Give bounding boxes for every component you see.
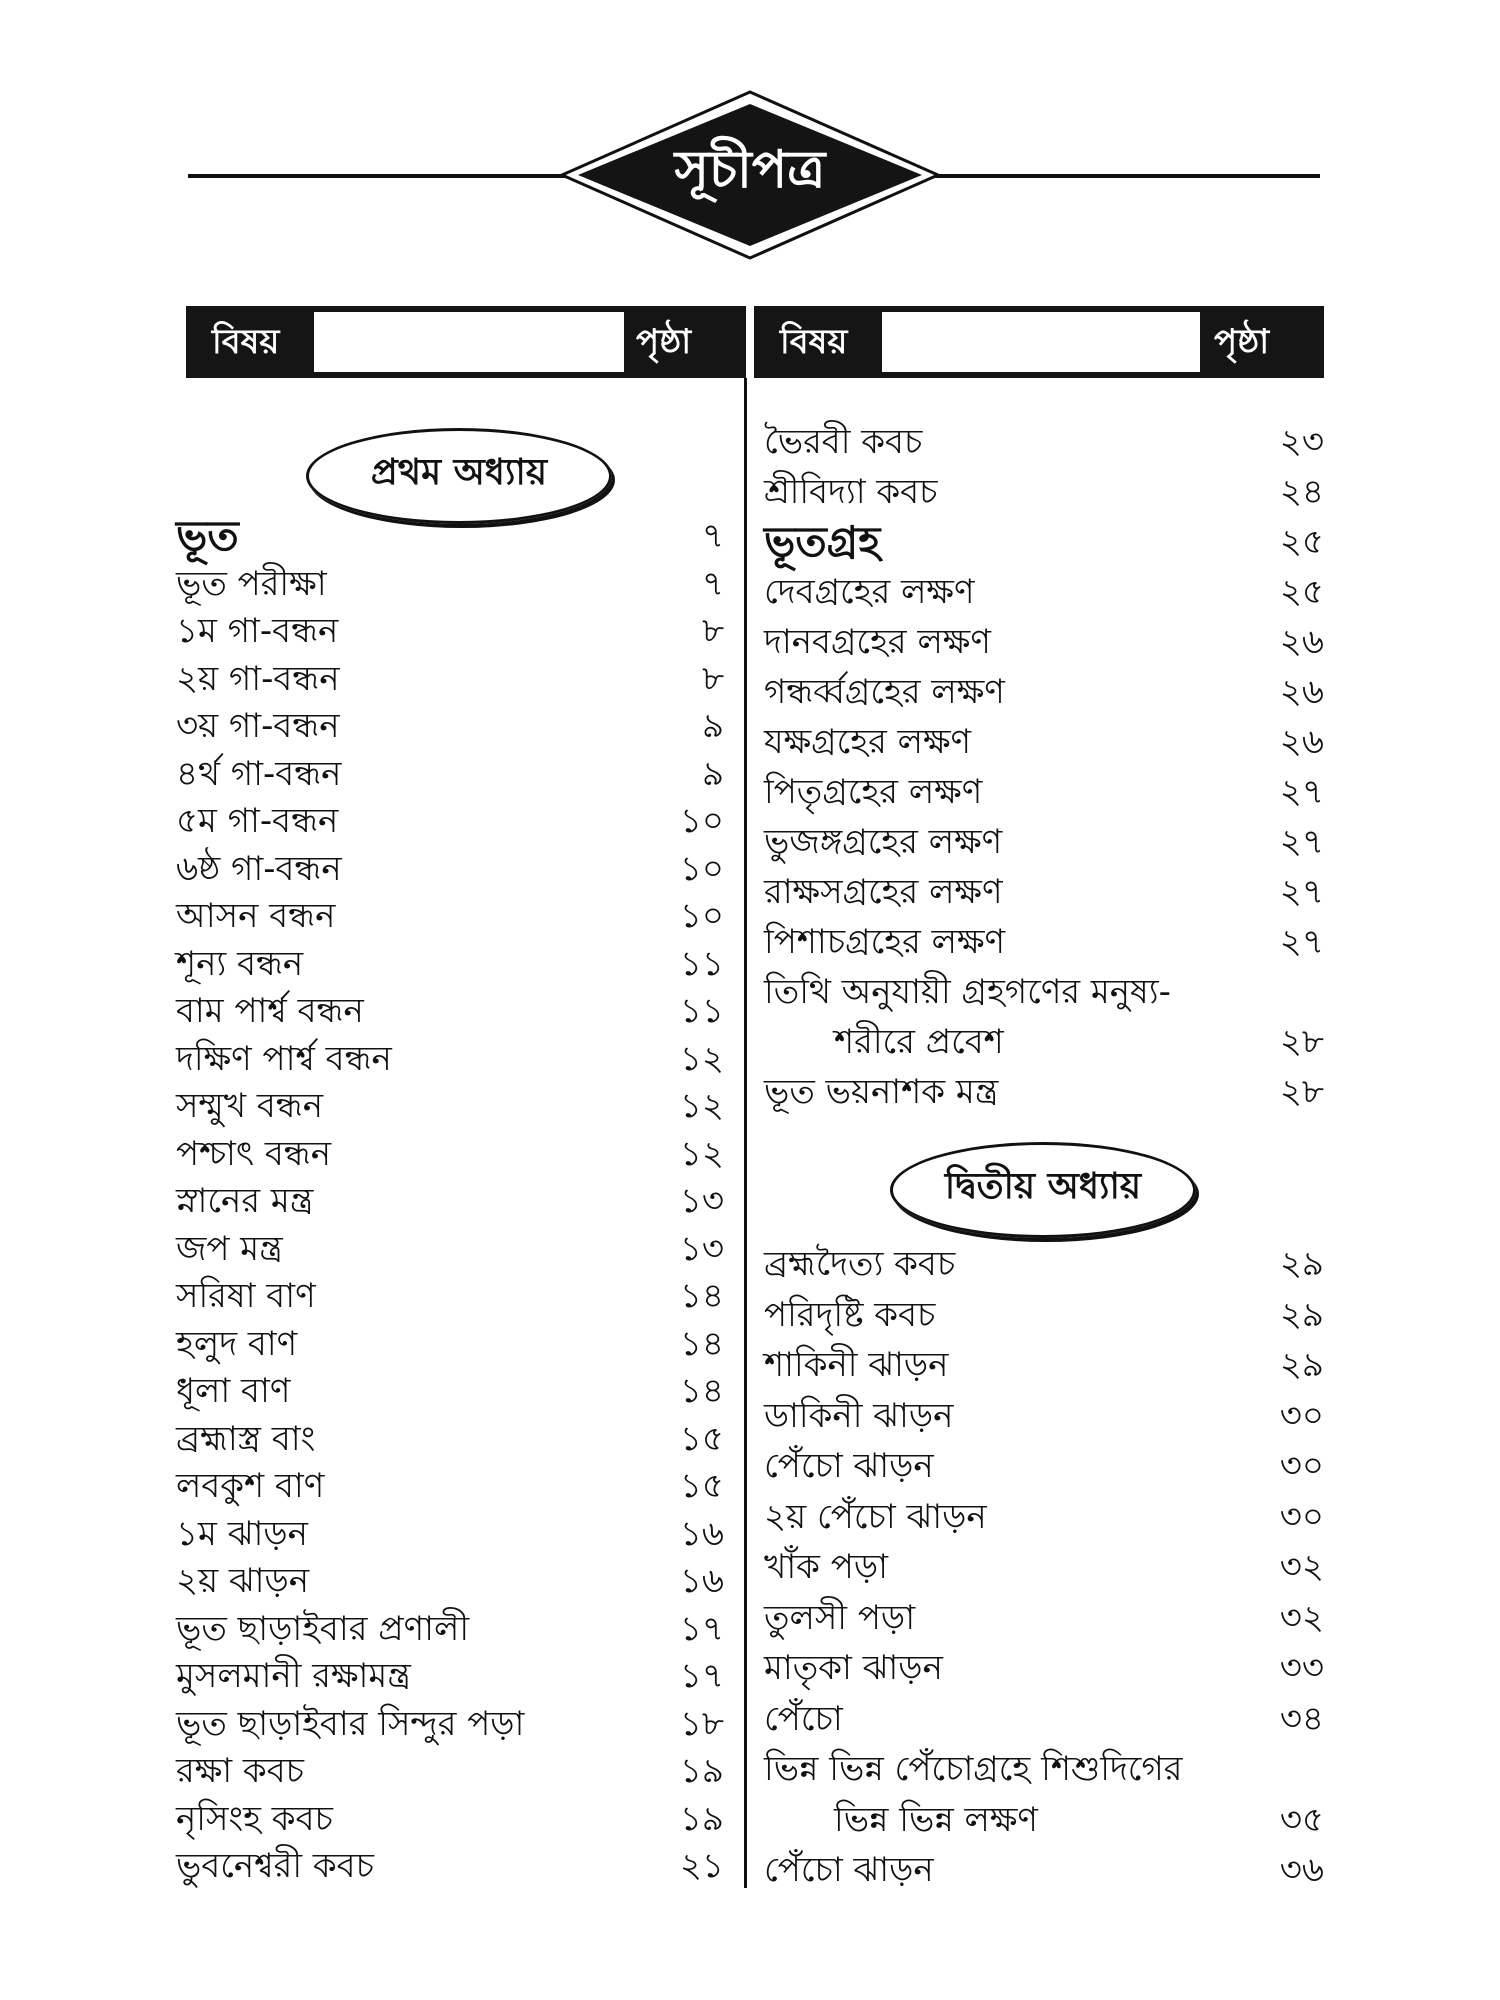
toc-entry-title: ২য় পেঁচো ঝাড়ন: [764, 1496, 987, 1537]
toc-entry-page: ৩৩: [1279, 1648, 1324, 1688]
toc-entry: [764, 1695, 1324, 1743]
toc-entry: [764, 1240, 1324, 1288]
toc-entry: [176, 1842, 724, 1890]
toc-entry-page: ৩০: [1279, 1496, 1324, 1537]
toc-entry-page: ২৮: [1279, 1072, 1324, 1112]
toc-entry-page: ১২: [679, 1133, 724, 1174]
toc-entry: [764, 1543, 1324, 1591]
toc-entry: [176, 655, 724, 703]
toc-entry: [764, 1493, 1324, 1541]
toc-entry-page: ১৪: [679, 1323, 724, 1364]
toc-entry-title: দেবগ্রহের লক্ষণ: [764, 572, 975, 612]
toc-entry-title: শরীরে প্রবেশ: [834, 1022, 1004, 1062]
toc-entry-title: ভৈরবী কবচ: [764, 422, 923, 462]
toc-entry-title: পিতৃগ্রহের লক্ষণ: [764, 772, 983, 812]
toc-entry-page: ২১: [679, 1846, 724, 1886]
toc-entry-page: ৩২: [1279, 1547, 1324, 1587]
toc-entry-title: পশ্চাৎ বন্ধন: [176, 1133, 332, 1174]
toc-entry-page: ১২: [679, 1038, 724, 1079]
left-page-label: পৃষ্ঠা: [636, 322, 692, 362]
toc-entry: [176, 1700, 724, 1748]
right-header-blank: [882, 312, 1200, 372]
toc-entry-page: ১৫: [679, 1466, 724, 1506]
toc-entry-title: ব্রহ্মদৈত্য কবচ: [764, 1244, 956, 1284]
left-subject-label: বিষয়: [212, 322, 280, 362]
toc-entry-title: দক্ষিণ পার্শ্ব বন্ধন: [176, 1038, 392, 1079]
toc-entry-title: ৩য় গা-বন্ধন: [176, 706, 340, 746]
toc-entry-page: ২৪: [1279, 472, 1324, 512]
toc-entry-page: ৩৫: [1279, 1799, 1324, 1840]
toc-entry-title: আসন বন্ধন: [176, 896, 336, 936]
toc-entry-page: ১৬: [679, 1513, 724, 1554]
left-column-header: [186, 306, 746, 378]
toc-entry: [764, 1644, 1324, 1692]
toc-entry-page: ২৭: [1279, 922, 1324, 962]
toc-entry: [176, 1177, 724, 1225]
toc-entry: [176, 892, 724, 940]
toc-entry-page: ৯: [701, 706, 724, 746]
toc-entry-title: পেঁচো ঝাড়ন: [764, 1446, 934, 1486]
page-title: সূচীপত্র: [674, 140, 826, 200]
toc-entry: [176, 1462, 724, 1510]
toc-entry-title: বাম পার্শ্ব বন্ধন: [176, 991, 364, 1031]
toc-entry-title: ১ম গা-বন্ধন: [176, 611, 339, 651]
toc-entry-page: ৮: [701, 658, 724, 699]
toc-entry-page: ২৬: [1279, 672, 1324, 712]
toc-entry-title: ভূত ভয়নাশক মন্ত্র: [764, 1072, 999, 1112]
toc-entry: [764, 1341, 1324, 1389]
toc-entry: [764, 1745, 1324, 1793]
toc-entry-page: ১০: [679, 801, 724, 841]
toc-entry-title: শাকিনী ঝাড়ন: [764, 1345, 949, 1385]
toc-entry: [764, 1018, 1324, 1066]
toc-entry-title: সম্মুখ বন্ধন: [176, 1086, 323, 1126]
toc-entry: [764, 568, 1324, 616]
toc-entry: [176, 1082, 724, 1130]
toc-entry-title: ভূতগ্রহ: [764, 517, 881, 566]
toc-entry: [176, 1415, 724, 1463]
toc-entry-title: গন্ধর্ব্বগ্রহের লক্ষণ: [764, 672, 1005, 712]
toc-entry-title: পেঁচো: [764, 1698, 843, 1739]
toc-entry: [176, 1652, 724, 1700]
toc-entry: [176, 1605, 724, 1653]
toc-entry: [176, 1367, 724, 1415]
toc-entry-title: খাঁক পড়া: [764, 1547, 888, 1587]
toc-entry: [764, 1594, 1324, 1642]
toc-entry-page: ২৯: [1279, 1345, 1324, 1385]
toc-entry-page: ১৫: [679, 1418, 724, 1459]
toc-entry-title: পিশাচগ্রহের লক্ষণ: [764, 922, 1006, 962]
toc-entry-page: ১৯: [679, 1798, 724, 1839]
toc-entry-title: স্নানের মন্ত্র: [176, 1181, 314, 1221]
toc-entry: [176, 1035, 724, 1083]
toc-entry: [176, 607, 724, 655]
toc-entry: [176, 1747, 724, 1795]
toc-entry-page: ৯: [701, 753, 724, 794]
toc-entry-page: ৩০: [1279, 1395, 1324, 1436]
right-subject-label: বিষয়: [780, 322, 848, 362]
toc-entry: [176, 1130, 724, 1178]
toc-entry-page: ১৪: [679, 1371, 724, 1411]
toc-entry-page: ৩৪: [1279, 1698, 1324, 1739]
toc-entry: [764, 468, 1324, 516]
toc-entry: [176, 1557, 724, 1605]
toc-entry-page: ২৫: [1279, 572, 1324, 612]
toc-entry-title: মুসলমানী রক্ষামন্ত্র: [176, 1656, 411, 1696]
toc-entry-page: ১১: [679, 991, 724, 1031]
toc-entry-page: ২৬: [1279, 622, 1324, 662]
toc-entry-title: লবকুশ বাণ: [176, 1466, 325, 1506]
toc-entry-title: ২য় ঝাড়ন: [176, 1561, 310, 1601]
toc-entry: [176, 845, 724, 893]
toc-entry: [764, 718, 1324, 766]
toc-entry: [176, 987, 724, 1035]
toc-entry-page: ১৩: [679, 1181, 724, 1221]
toc-entry-title: ব্রহ্মাস্ত্র বাং: [176, 1418, 316, 1459]
toc-entry: [764, 1796, 1324, 1844]
toc-entry-title: ভিন্ন ভিন্ন পেঁচোগ্রহে শিশুদিগের: [764, 1749, 1183, 1789]
toc-entry-page: ২৫: [1279, 522, 1324, 562]
toc-entry-title: নৃসিংহ কবচ: [176, 1798, 333, 1839]
toc-entry-title: ভূত: [176, 511, 239, 560]
toc-entry-title: মাতৃকা ঝাড়ন: [764, 1648, 943, 1688]
toc-entry: [764, 1068, 1324, 1116]
toc-entry-title: সরিষা বাণ: [176, 1276, 316, 1316]
column-divider: [744, 378, 747, 1888]
toc-entry: [176, 1795, 724, 1843]
toc-entry-page: ২৯: [1279, 1294, 1324, 1335]
toc-entry-page: ২৭: [1279, 772, 1324, 812]
toc-entry-page: ১৩: [679, 1228, 724, 1269]
toc-entry: [176, 750, 724, 798]
toc-entry-title: ৬ষ্ঠ গা-বন্ধন: [176, 848, 342, 889]
toc-entry-title: তুলসী পড়া: [764, 1597, 916, 1638]
toc-entry-title: ভিন্ন ভিন্ন লক্ষণ: [834, 1799, 1038, 1840]
toc-entry: [764, 818, 1324, 866]
toc-entry: [176, 797, 724, 845]
toc-entry-page: ২৩: [1279, 422, 1324, 462]
toc-entry: [176, 940, 724, 988]
toc-entry-page: ২৯: [1279, 1244, 1324, 1284]
toc-entry-page: ১৯: [679, 1751, 724, 1791]
toc-entry-title: ভুজঙ্গগ্রহের লক্ষণ: [764, 822, 1003, 862]
toc-entry-title: পেঁচো ঝাড়ন: [764, 1850, 934, 1890]
toc-entry-title: ১ম ঝাড়ন: [176, 1513, 308, 1554]
toc-entry-page: ১৭: [679, 1656, 724, 1696]
toc-entry-title: ভূত পরীক্ষা: [176, 563, 327, 604]
toc-entry: [764, 668, 1324, 716]
toc-entry-title: শূন্য বন্ধন: [176, 943, 304, 984]
toc-entry-title: দানবগ্রহের লক্ষণ: [764, 622, 991, 662]
toc-entry-page: ২৭: [1279, 872, 1324, 912]
toc-entry-page: ৩৬: [1279, 1850, 1324, 1890]
toc-entry: [176, 512, 724, 560]
toc-entry: [764, 1291, 1324, 1339]
toc-entry: [764, 418, 1324, 466]
toc-entry: [764, 768, 1324, 816]
toc-entry: [176, 560, 724, 608]
toc-entry-page: ২৭: [1279, 822, 1324, 862]
toc-entry-page: ১৮: [679, 1703, 724, 1744]
chapter-two-heading: দ্বিতীয় অধ্যায়: [890, 1142, 1196, 1238]
left-header-blank: [314, 312, 624, 372]
title-rule-left: [188, 174, 588, 178]
toc-entry-page: ১১: [679, 943, 724, 984]
toc-entry: [176, 1510, 724, 1558]
toc-entry: [764, 518, 1324, 566]
toc-entry-title: ভূত ছাড়াইবার প্রণালী: [176, 1608, 470, 1649]
toc-entry: [764, 1442, 1324, 1490]
title-rule-right: [912, 174, 1320, 178]
toc-entry-title: ৫ম গা-বন্ধন: [176, 801, 339, 841]
toc-entry: [176, 1272, 724, 1320]
toc-entry-page: ১২: [679, 1086, 724, 1126]
toc-entry-page: ১৭: [679, 1608, 724, 1649]
toc-entry-page: ১০: [679, 896, 724, 936]
toc-entry-title: হলুদ বাণ: [176, 1323, 298, 1364]
toc-entry-title: শ্রীবিদ্যা কবচ: [764, 472, 938, 512]
toc-entry: [764, 618, 1324, 666]
toc-entry-page: ৭: [701, 563, 724, 604]
toc-entry: [176, 1320, 724, 1368]
right-page-label: পৃষ্ঠা: [1214, 322, 1270, 362]
toc-entry-page: ২৮: [1279, 1022, 1324, 1062]
toc-entry-page: ৮: [701, 611, 724, 651]
toc-entry-title: ডাকিনী ঝাড়ন: [764, 1395, 954, 1436]
toc-entry: [764, 1392, 1324, 1440]
toc-entry: [764, 868, 1324, 916]
toc-entry-title: ২য় গা-বন্ধন: [176, 658, 340, 699]
toc-entry-title: ভূত ছাড়াইবার সিন্দুর পড়া: [176, 1703, 525, 1744]
toc-entry-page: ১৪: [679, 1276, 724, 1316]
toc-entry-title: রক্ষা কবচ: [176, 1751, 304, 1791]
toc-entry-page: ৭: [701, 516, 724, 556]
right-column-header: [754, 306, 1324, 378]
toc-entry-page: ৩২: [1279, 1597, 1324, 1638]
toc-entry-title: পরিদৃষ্টি কবচ: [764, 1294, 936, 1335]
toc-entry-title: রাক্ষসগ্রহের লক্ষণ: [764, 872, 1003, 912]
toc-entry-page: ৩০: [1279, 1446, 1324, 1486]
toc-entry-title: ভুবনেশ্বরী কবচ: [176, 1846, 374, 1886]
toc-entry: [764, 918, 1324, 966]
toc-entry: [764, 968, 1324, 1016]
toc-entry-title: ৪র্থ গা-বন্ধন: [176, 753, 342, 794]
toc-entry-title: তিথি অনুযায়ী গ্রহগণের মনুষ্য-: [764, 972, 1171, 1012]
chapter-one-heading: প্রথম অধ্যায়: [306, 428, 612, 524]
toc-entry: [764, 1846, 1324, 1894]
toc-entry-page: ২৬: [1279, 722, 1324, 762]
toc-entry-title: জপ মন্ত্র: [176, 1228, 283, 1269]
toc-entry-title: যক্ষগ্রহের লক্ষণ: [764, 722, 972, 762]
toc-entry-title: ধূলা বাণ: [176, 1371, 291, 1411]
toc-entry: [176, 702, 724, 750]
toc-entry-page: ১৬: [679, 1561, 724, 1601]
toc-entry-page: ১০: [679, 848, 724, 889]
toc-entry: [176, 1225, 724, 1273]
